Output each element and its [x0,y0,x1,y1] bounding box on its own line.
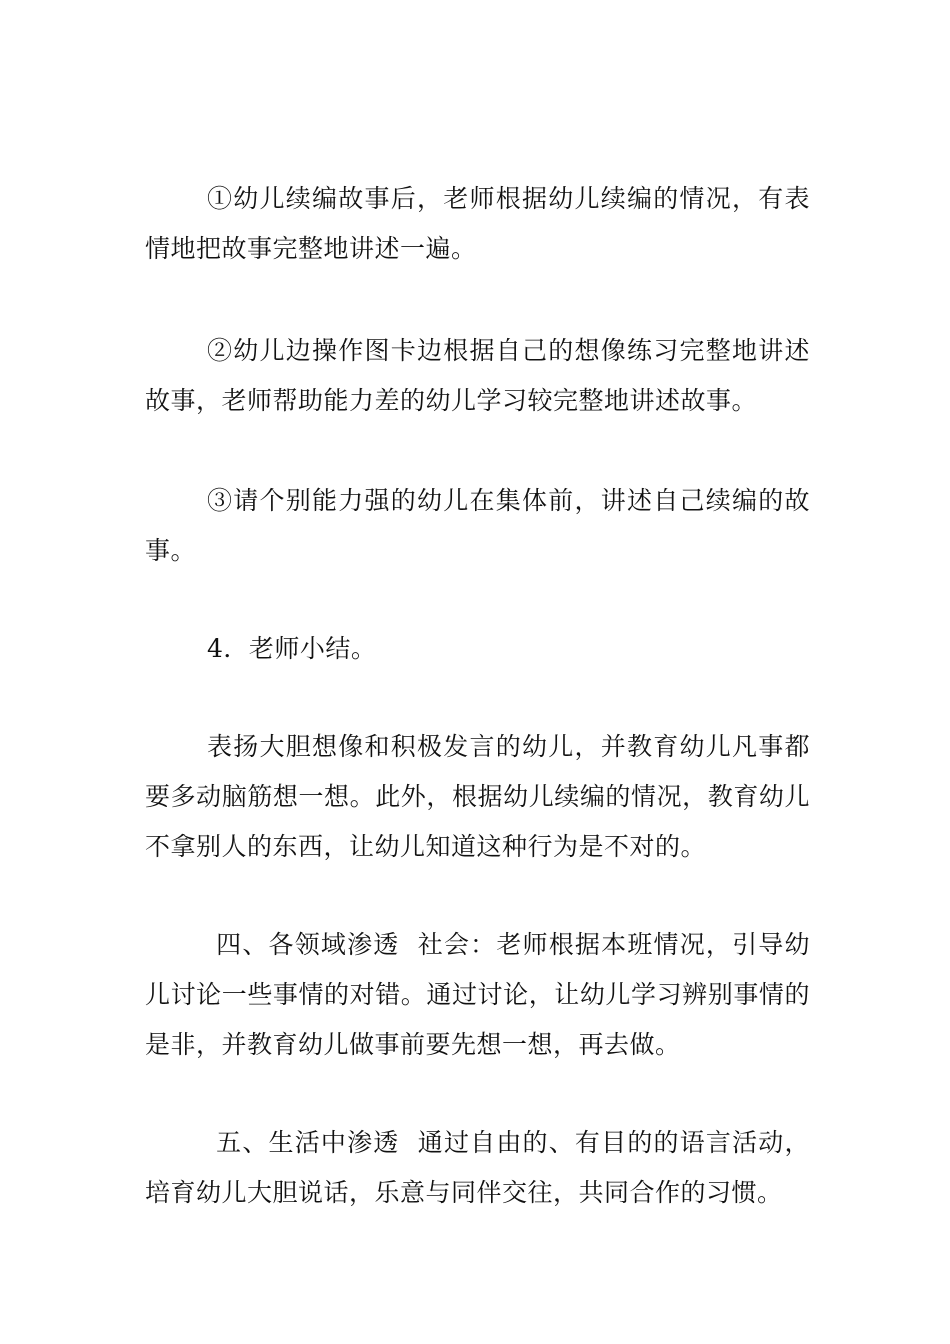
paragraph-section-four: 四、各领域渗透 社会：老师根据本班情况，引导幼儿讨论一些事情的对错。通过讨论，让幼儿学习辨别事情的是非，并教育幼儿做事前要先想一想，再去做。 [145,930,810,1059]
paragraph-step-3: ③请个别能力强的幼儿在集体前，讲述自己续编的故事。 [145,486,810,565]
paragraph-section-five: 五、生活中渗透 通过自由的、有目的的语言活动，培育幼儿大胆说话，乐意与同伴交往，共同合作的习惯。 [145,1128,810,1207]
paragraph-step-1: ①幼儿续编故事后，老师根据幼儿续编的情况，有表情地把故事完整地讲述一遍。 [145,184,810,263]
paragraph-step-2: ②幼儿边操作图卡边根据自己的想像练习完整地讲述故事，老师帮助能力差的幼儿学习较完整地讲述故事。 [145,336,810,415]
paragraph-summary-heading: 4．老师小结。 [207,634,377,663]
paragraph-summary-body: 表扬大胆想像和积极发言的幼儿，并教育幼儿凡事都要多动脑筋想一想。此外，根据幼儿续编的情况，教育幼儿不拿别人的东西，让幼儿知道这种行为是不对的。 [145,732,810,861]
